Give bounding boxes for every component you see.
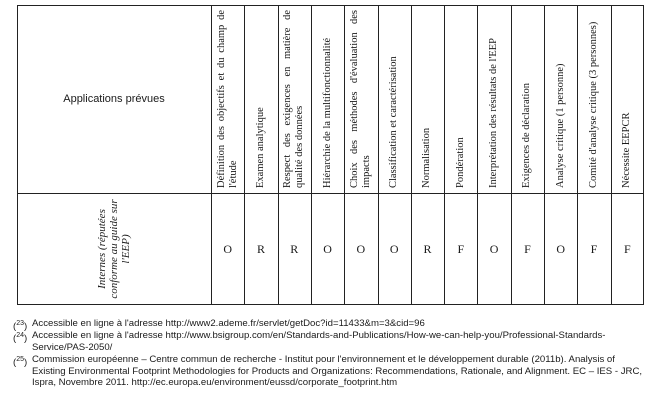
column-header-2 — [244, 5, 277, 193]
column-divider — [378, 5, 379, 305]
column-header-label: Analyse critique (1 personne) — [554, 63, 566, 188]
table-cell-10: F — [524, 241, 531, 256]
column-header-label: Définition des objectifs et du champ de l'étude — [215, 10, 239, 188]
column-header-9 — [477, 5, 510, 193]
column-header-label: Comité d'analyse critique (3 personnes) — [588, 21, 600, 188]
footnote-text: Commission européenne – Centre commun de recherche - Institut pour l'environnement et le développement durable (2011b). Analysis of Existing Environmental Footprint Methodologies for Products and Organizations: Recommendations, Rationale, and Alignment. EC – IES - JRC, Ispra, Novembre 2011. http://ec.europa.eu/environment/eussd/corporate_footprint.htm — [32, 354, 643, 389]
column-header-6 — [378, 5, 411, 193]
table-border-right — [643, 5, 644, 305]
column-header-label: Examen analytique — [254, 107, 266, 188]
column-header-label: Interprétation des résultats de l'EEP — [488, 37, 500, 188]
column-header-label: Exigences de déclaration — [521, 83, 533, 188]
column-header-13 — [611, 5, 644, 193]
column-header-label: Hiérarchie de la multifonctionnalité — [321, 37, 333, 188]
table-cell-13: F — [623, 241, 631, 256]
table-cell-4: O — [323, 241, 332, 256]
column-divider — [511, 5, 512, 305]
column-header-5 — [344, 5, 377, 193]
eep-applications-table — [17, 5, 644, 305]
column-header-label: Respect des exigences en matière de qualité des données — [282, 10, 306, 188]
row-header-internes — [17, 193, 211, 305]
column-divider — [444, 5, 445, 305]
table-cell-11: O — [556, 241, 566, 256]
column-header-4 — [311, 5, 344, 193]
column-header-3 — [278, 5, 311, 193]
column-divider — [344, 5, 345, 305]
corner-header — [17, 5, 211, 193]
column-divider — [311, 5, 312, 305]
table-border-left — [17, 5, 18, 305]
column-header-label: Nécessite EEPCR — [621, 112, 633, 188]
table-cell-6: O — [389, 241, 399, 256]
column-divider — [611, 5, 612, 305]
column-divider — [544, 5, 545, 305]
column-divider — [477, 5, 478, 305]
column-header-1 — [211, 5, 244, 193]
table-header-divider — [17, 193, 644, 194]
corner-header-label: Applications prévues — [63, 93, 165, 105]
column-header-label: Choix des méthodes d'évaluation des impacts — [348, 10, 372, 188]
footnote-24 — [13, 330, 643, 353]
table-cell-7: R — [423, 241, 432, 256]
column-header-label: Classification et caractérisation — [388, 56, 400, 188]
footnote-marker: ($^{25}$) — [13, 356, 28, 369]
footnote-marker: ($^{24}$) — [13, 332, 28, 345]
row-label-text: Internes (réputées conforme au guide sur l'EEP) — [96, 199, 132, 299]
column-header-7 — [411, 5, 444, 193]
table-cell-3: R — [290, 241, 299, 256]
column-header-11 — [544, 5, 577, 193]
table-cell-2: R — [256, 241, 265, 256]
footnotes — [13, 318, 643, 389]
footnote-23 — [13, 318, 643, 333]
table-cell-12: F — [590, 241, 598, 256]
footnote-text: Accessible en ligne à l'adresse http://www2.ademe.fr/servlet/getDoc?id=11433&m=3&cid=96 — [32, 318, 425, 329]
footnote-marker: ($^{23}$) — [13, 320, 28, 333]
table-cell-8: F — [457, 241, 465, 256]
column-header-12 — [577, 5, 610, 193]
column-divider — [411, 5, 412, 305]
column-divider — [244, 5, 245, 305]
footnote-text: Accessible en ligne à l'adresse http://www.bsigroup.com/en/Standards-and-Publications/How-we-can-help-you/Professional-Standards-Service/PAS-2050/ — [32, 330, 606, 353]
footnote-25 — [13, 354, 643, 388]
column-header-8 — [444, 5, 477, 193]
column-header-label: Pondération — [454, 137, 466, 188]
column-divider — [577, 5, 578, 305]
column-header-label: Normalisation — [421, 127, 433, 188]
table-cell-9: O — [489, 241, 499, 256]
table-border-bottom — [17, 304, 644, 305]
table-border-top — [17, 5, 644, 6]
table-cell-5: O — [356, 241, 366, 256]
table-cell-1: O — [223, 241, 232, 256]
column-divider — [278, 5, 279, 305]
column-header-10 — [511, 5, 544, 193]
column-divider — [211, 5, 212, 305]
